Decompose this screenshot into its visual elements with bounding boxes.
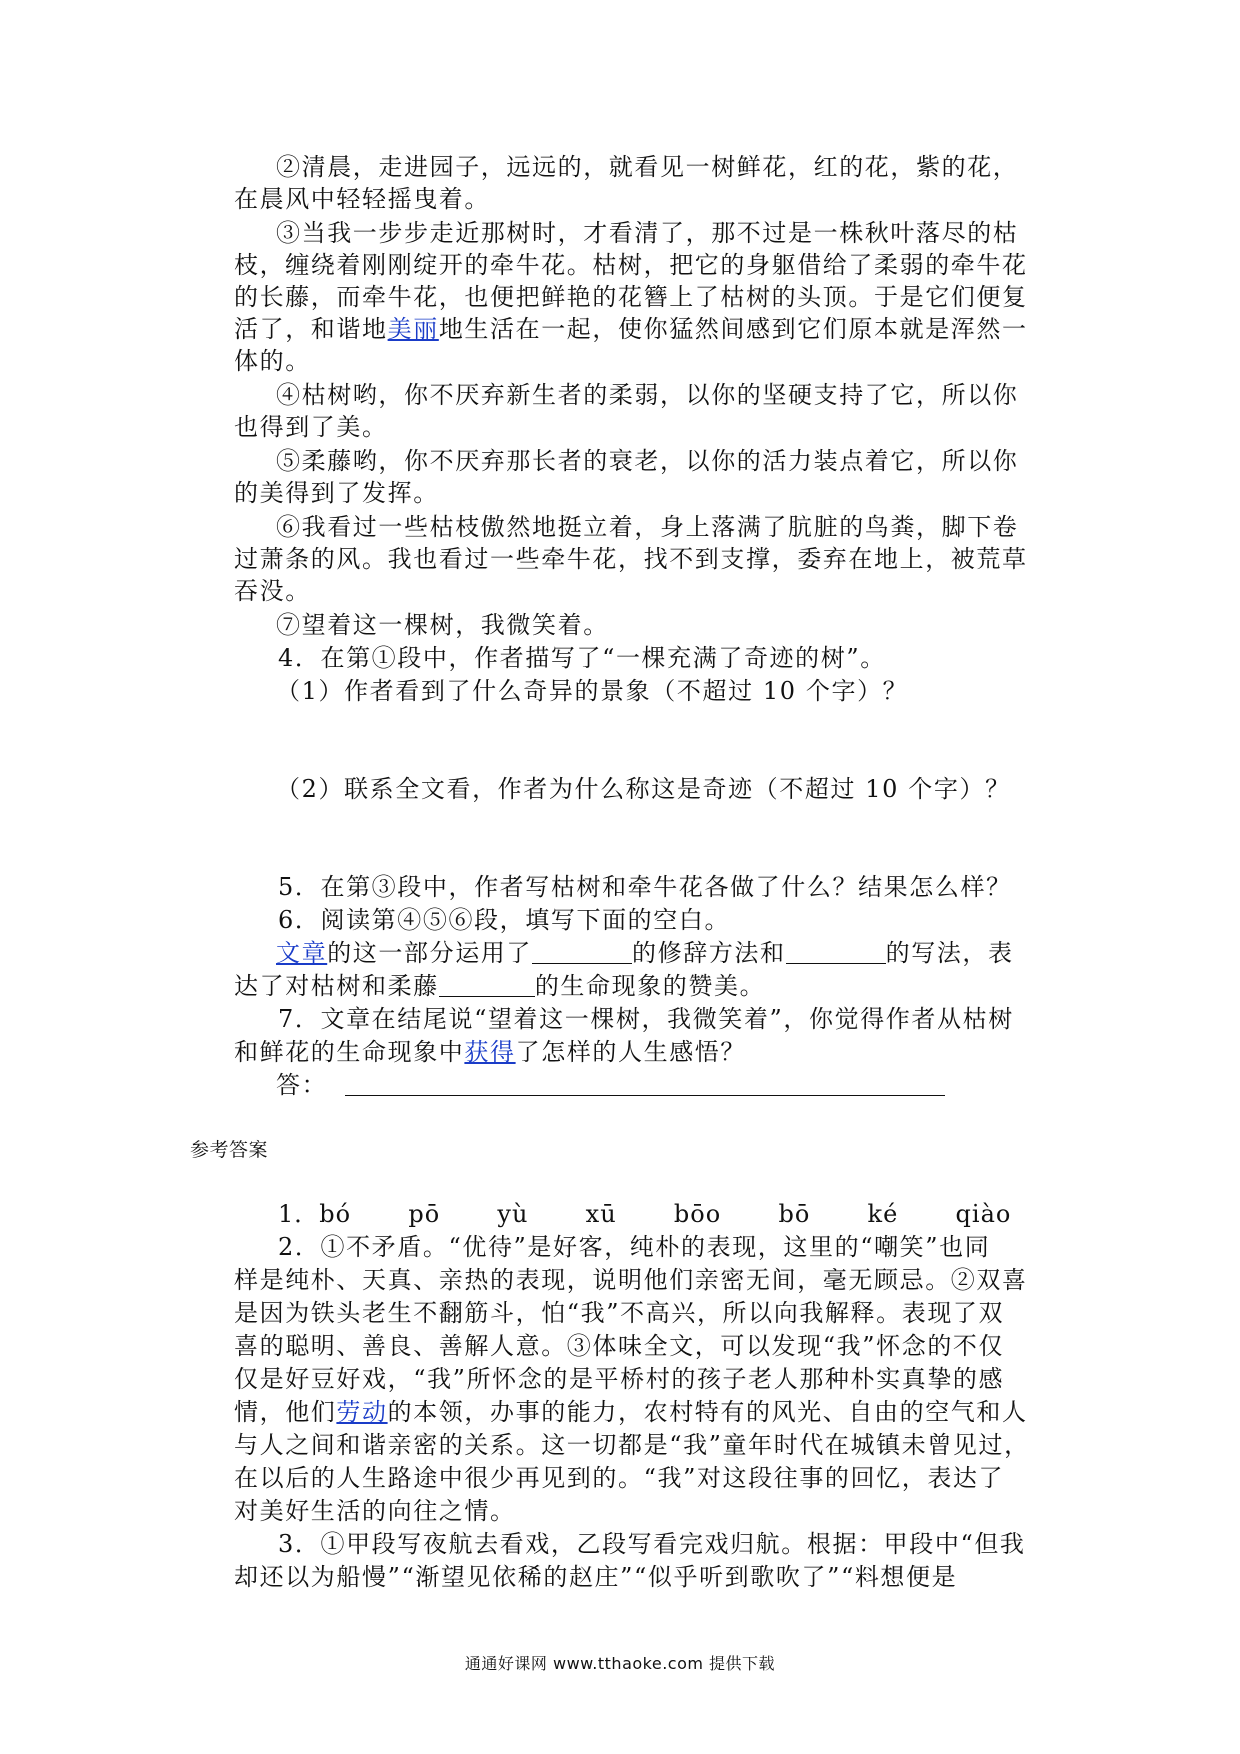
text-run: 情，他们: [234, 1398, 337, 1426]
answer-3: 3．①甲段写夜航去看戏，乙段写看完戏归航。根据：甲段中“但我: [278, 1530, 1026, 1558]
passage-line: 的美得到了发挥。: [234, 479, 439, 507]
page-footer: 通通好课网 www.tthaoke.com 提供下载: [464, 1654, 776, 1673]
text-run: 和鲜花的生命现象中: [234, 1038, 465, 1066]
answer-1: 1．bó pō yù xū bōo bō ké qiào: [278, 1200, 1012, 1228]
blank-technique[interactable]: [786, 939, 886, 964]
text-run: 了怎样的人生感悟？: [515, 1038, 747, 1066]
passage-line: ⑦望着这一棵树，我微笑着。: [276, 611, 609, 639]
link-wenzhang[interactable]: 文章: [276, 939, 328, 967]
answers-heading: 参考答案: [190, 1139, 269, 1161]
link-meili[interactable]: 美丽: [387, 315, 439, 343]
answer-label: 答：: [276, 1071, 328, 1099]
text-run: 活了，和谐地: [234, 315, 388, 343]
text-run: 的本领，办事的能力，农村特有的风光、自由的空气和人: [387, 1398, 1028, 1426]
answer-2: 2．①不矛盾。“优待”是好客，纯朴的表现，这里的“嘲笑”也同: [278, 1233, 991, 1261]
text-run: 地生活在一起，使你猛然间感到它们原本就是浑然一: [438, 315, 1028, 343]
question-7: 7．文章在结尾说“望着这一棵树，我微笑着”，你觉得作者从枯树: [278, 1005, 1014, 1033]
text-run: 的修辞方法和: [632, 939, 786, 967]
passage-line: 体的。: [234, 347, 311, 375]
answer-2: 喜的聪明、善良、善解人意。③体味全文，可以发现“我”怀念的不仅: [234, 1332, 1005, 1360]
text-run: 的生命现象的赞美。: [534, 972, 766, 1000]
passage-line: ⑤柔藤哟，你不厌弃那长者的衰老，以你的活力装点着它，所以你: [276, 447, 1019, 475]
blank-life-phenomenon[interactable]: [439, 972, 535, 997]
passage-line: 在晨风中轻轻摇曳着。: [234, 185, 490, 213]
answer-blank[interactable]: [345, 1071, 945, 1096]
passage-line: 过萧条的风。我也看过一些牵牛花，找不到支撑，委弃在地上，被荒草: [234, 545, 1028, 573]
passage-line: 枝，缠绕着刚刚绽开的牵牛花。枯树，把它的身躯借给了柔弱的牵牛花: [234, 251, 1028, 279]
answer-2: 在以后的人生路途中很少再见到的。“我”对这段往事的回忆，表达了: [234, 1464, 1005, 1492]
link-laodong[interactable]: 劳动: [336, 1398, 388, 1426]
text-run: 达了对枯树和柔藤: [234, 972, 439, 1000]
passage-line: [234, 313, 1028, 345]
answer-2: 对美好生活的向往之情。: [234, 1497, 516, 1525]
answer-2: 与人之间和谐亲密的关系。这一切都是“我”童年时代在城镇未曾见过，: [234, 1431, 1030, 1459]
text-run: 的写法，表: [885, 939, 1014, 967]
passage-line: ⑥我看过一些枯枝傲然地挺立着，身上落满了肮脏的鸟粪，脚下卷: [276, 513, 1019, 541]
question-6-fill-line: [276, 937, 1014, 969]
answer-2: 样是纯朴、天真、亲热的表现，说明他们亲密无间，毫无顾忌。②双喜: [234, 1266, 1028, 1294]
passage-line: ④枯树哟，你不厌弃新生者的柔弱，以你的坚硬支持了它，所以你: [276, 381, 1019, 409]
answer-2: [234, 1396, 1028, 1428]
answer-line: [276, 1069, 945, 1101]
text-run: 的这一部分运用了: [327, 939, 533, 967]
question-4: 4．在第①段中，作者描写了“一棵充满了奇迹的树”。: [278, 644, 886, 672]
passage-line: ②清晨，走进园子，远远的，就看见一树鲜花，红的花，紫的花，: [276, 153, 1019, 181]
question-7: [234, 1036, 746, 1068]
blank-rhetoric[interactable]: [532, 939, 632, 964]
question-6: 6．阅读第④⑤⑥段，填写下面的空白。: [278, 906, 731, 934]
question-4-2: （2）联系全文看，作者为什么称这是奇迹（不超过 10 个字）？: [276, 775, 1011, 803]
passage-line: 的长藤，而牵牛花，也便把鲜艳的花簪上了枯树的头顶。于是它们便复: [234, 283, 1028, 311]
question-5: 5．在第③段中，作者写枯树和牵牛花各做了什么？结果怎么样？: [278, 873, 1012, 901]
answer-3: 却还以为船慢”“渐望见依稀的赵庄”“似乎听到歌吹了”“料想便是: [234, 1563, 958, 1591]
passage-line: ③当我一步步走近那树时，才看清了，那不过是一株秋叶落尽的枯: [276, 219, 1019, 247]
answer-2: 仅是好豆好戏，“我”所怀念的是平桥村的孩子老人那种朴实真挚的感: [234, 1365, 1005, 1393]
passage-line: 也得到了美。: [234, 413, 388, 441]
question-4-1: （1）作者看到了什么奇异的景象（不超过 10 个字）？: [276, 677, 909, 705]
link-huode[interactable]: 获得: [464, 1038, 516, 1066]
question-6-fill-line: [234, 970, 765, 1002]
passage-line: 吞没。: [234, 577, 311, 605]
answer-2: 是因为铁头老生不翻筋斗，怕“我”不高兴，所以向我解释。表现了双: [234, 1299, 1005, 1327]
